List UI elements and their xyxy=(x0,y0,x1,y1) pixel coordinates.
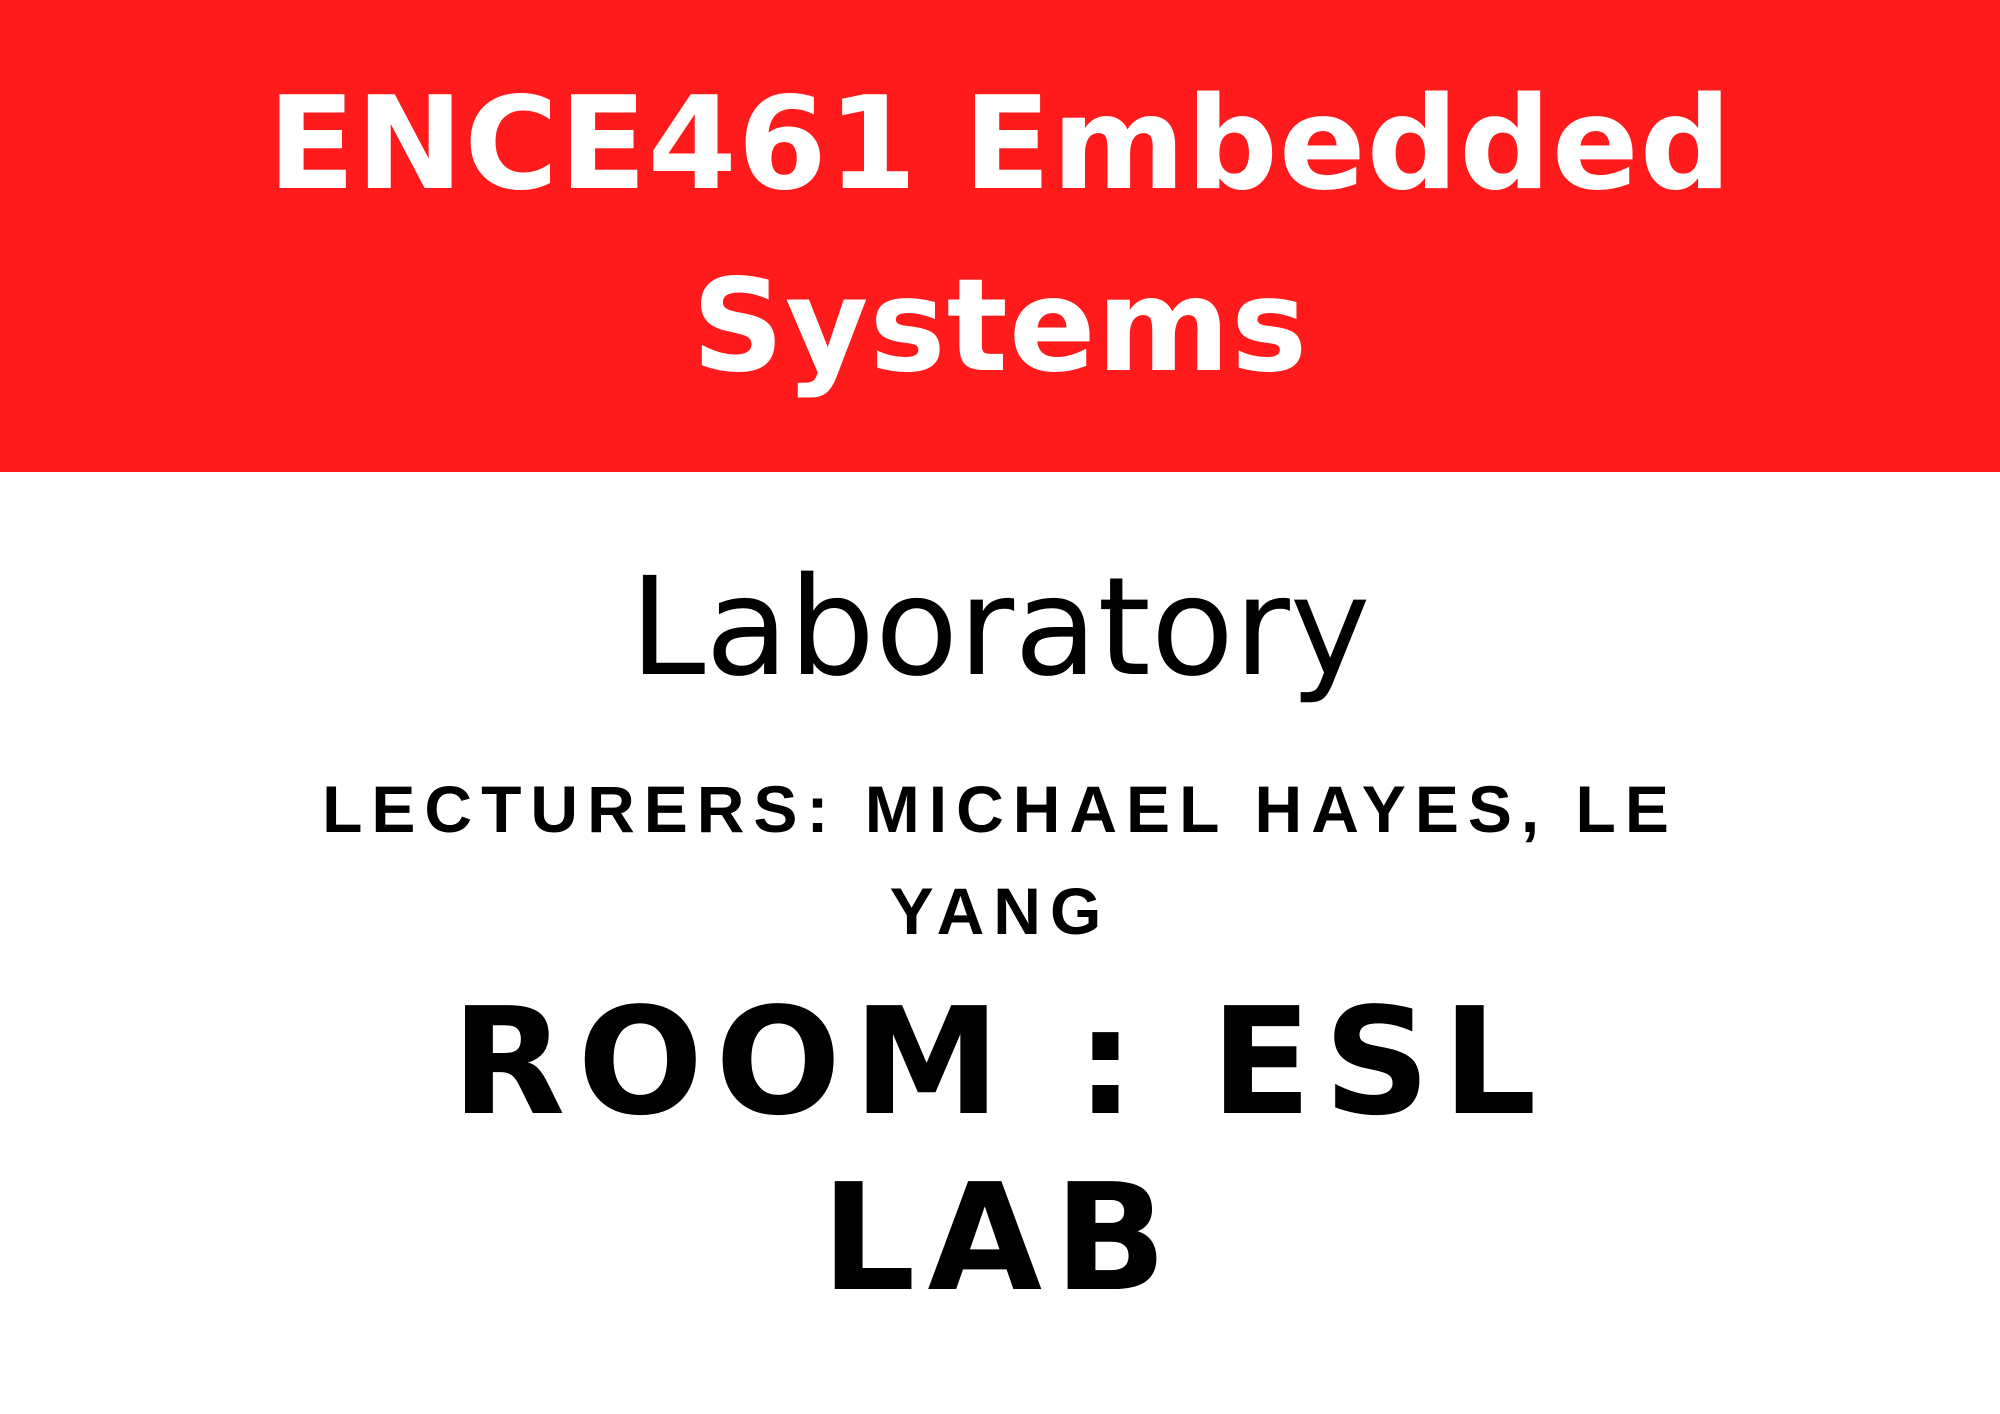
room-label: ROOM : ESL LAB xyxy=(451,976,1549,1324)
header-banner xyxy=(0,0,2000,472)
subtitle-laboratory: Laboratory xyxy=(629,549,1371,707)
course-title: ENCE461 Embedded Systems xyxy=(267,70,1733,401)
lecturers-line: LECTURERS: MICHAEL HAYES, LE YANG xyxy=(322,772,1678,948)
